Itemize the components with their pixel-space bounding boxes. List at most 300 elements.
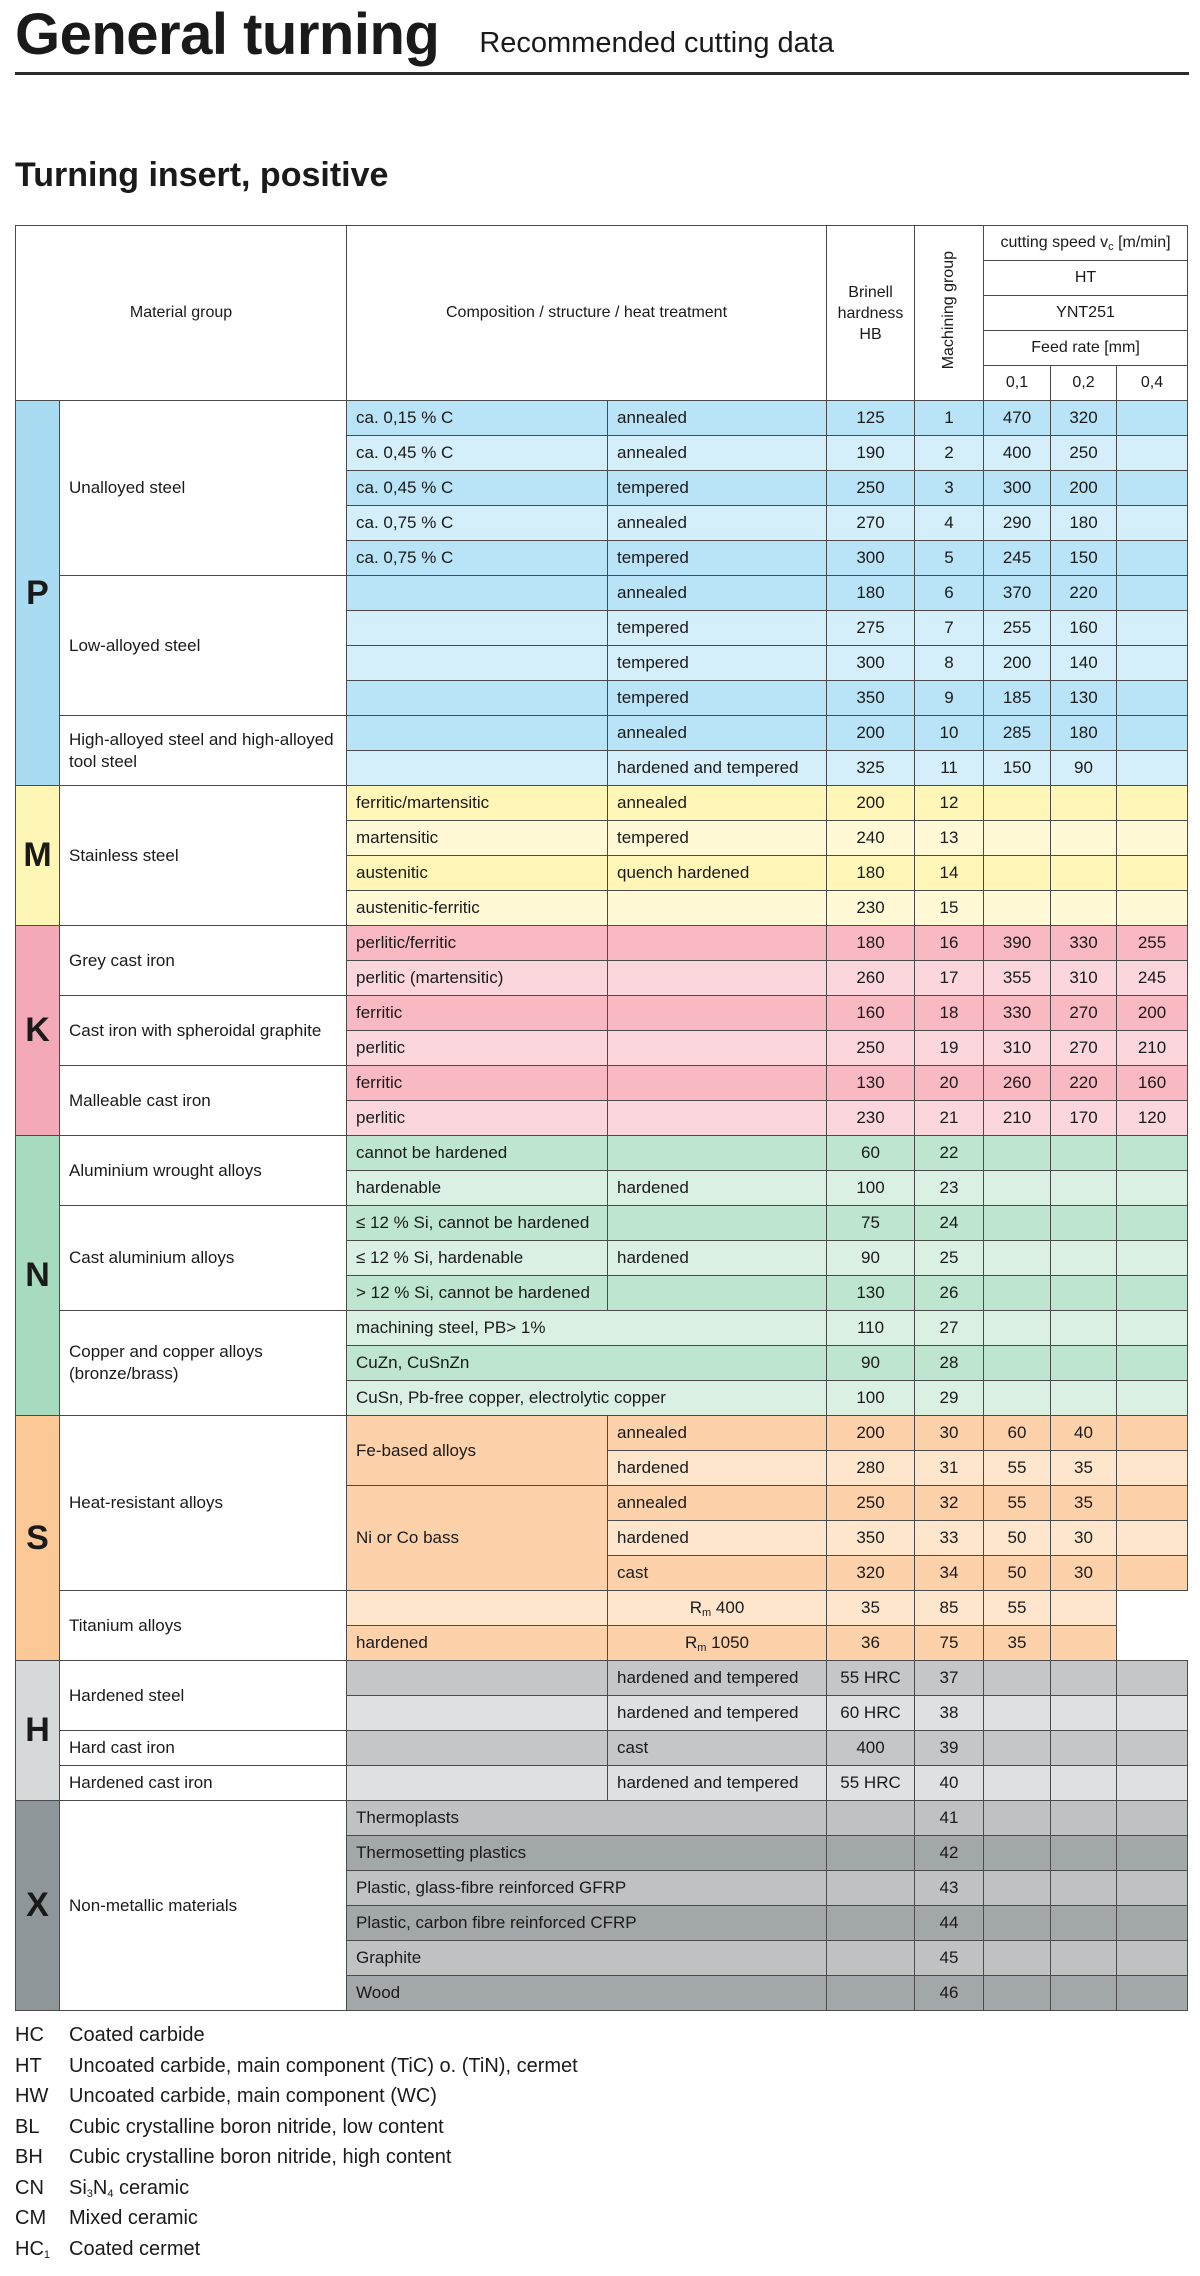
- cutting-speed-04-cell: [1117, 1171, 1188, 1206]
- brinell-hardness-cell: 250: [827, 471, 915, 506]
- machining-group-cell: 13: [915, 821, 984, 856]
- material-letter-m: M: [16, 786, 60, 926]
- composition-cell: [347, 716, 608, 751]
- brinell-hardness-cell: 260: [827, 961, 915, 996]
- brinell-hardness-cell: [827, 1906, 915, 1941]
- composition-cell: ≤ 12 % Si, cannot be hardened: [347, 1206, 608, 1241]
- treatment-cell: tempered: [608, 611, 827, 646]
- brinell-hardness-cell: 100: [827, 1171, 915, 1206]
- table-row: [16, 1066, 1188, 1101]
- material-group-name: Cast iron with spheroidal graphite: [60, 996, 347, 1066]
- brinell-hardness-cell: 60: [827, 1136, 915, 1171]
- cutting-speed-01-cell: 285: [984, 716, 1051, 751]
- table-row: [16, 1731, 1188, 1766]
- material-letter-x: X: [16, 1801, 60, 2011]
- cutting-speed-04-cell: 120: [1117, 1101, 1188, 1136]
- cutting-speed-02-cell: [1051, 1906, 1117, 1941]
- cutting-speed-01-cell: [984, 1381, 1051, 1416]
- cutting-speed-04-cell: [1117, 646, 1188, 681]
- machining-group-cell: 28: [915, 1346, 984, 1381]
- brinell-hardness-cell: 280: [827, 1451, 915, 1486]
- material-group-name: Unalloyed steel: [60, 401, 347, 576]
- material-group-name: Low-alloyed steel: [60, 576, 347, 716]
- machining-group-cell: 23: [915, 1171, 984, 1206]
- cutting-speed-01-cell: [984, 1976, 1051, 2011]
- cutting-speed-02-cell: [1051, 1766, 1117, 1801]
- header-cutting-speed-sub: c: [1108, 240, 1114, 253]
- composition-cell: Plastic, carbon fibre reinforced CFRP: [347, 1906, 827, 1941]
- header-grade: YNT251: [984, 296, 1188, 331]
- legend-desc-part: Si: [69, 2176, 87, 2199]
- cutting-speed-04-cell: [1117, 1206, 1188, 1241]
- brinell-hardness-cell: [827, 1941, 915, 1976]
- header-cutting-speed-suffix: [m/min]: [1113, 233, 1171, 251]
- cutting-speed-02-cell: 35: [1051, 1451, 1117, 1486]
- cutting-speed-01-cell: [984, 786, 1051, 821]
- cutting-speed-02-cell: [1051, 1311, 1117, 1346]
- cutting-speed-01-cell: [984, 1871, 1051, 1906]
- brinell-hardness-cell: 180: [827, 576, 915, 611]
- cutting-speed-02-cell: [1051, 1276, 1117, 1311]
- cutting-speed-04-cell: [1117, 1136, 1188, 1171]
- machining-group-cell: 8: [915, 646, 984, 681]
- legend-desc: Coated carbide: [69, 2024, 205, 2046]
- treatment-cell: tempered: [608, 646, 827, 681]
- brinell-hardness-cell: 230: [827, 1101, 915, 1136]
- brinell-hardness-cell: 300: [827, 646, 915, 681]
- brinell-hardness-cell: 350: [827, 1521, 915, 1556]
- material-letter-k: K: [16, 926, 60, 1136]
- table-row: [16, 1801, 1188, 1836]
- treatment-cell: cast: [608, 1556, 827, 1591]
- cutting-speed-04-cell: [1117, 1871, 1188, 1906]
- cutting-speed-02-cell: 30: [1051, 1521, 1117, 1556]
- cutting-speed-01-cell: 255: [984, 611, 1051, 646]
- treatment-cell: hardened and tempered: [608, 751, 827, 786]
- table-row: [16, 1311, 1188, 1346]
- treatment-cell: annealed: [608, 436, 827, 471]
- cutting-speed-02-cell: 55: [984, 1591, 1051, 1626]
- hardness-prefix: R: [685, 1632, 698, 1652]
- cutting-speed-01-cell: [984, 1136, 1051, 1171]
- cutting-speed-04-cell: [1117, 1346, 1188, 1381]
- header-brinell: [827, 226, 915, 401]
- machining-group-cell: 15: [915, 891, 984, 926]
- cutting-speed-02-cell: 170: [1051, 1101, 1117, 1136]
- legend-code-sub: 1: [43, 2248, 51, 2261]
- machining-group-cell: 4: [915, 506, 984, 541]
- cutting-speed-01-cell: 245: [984, 541, 1051, 576]
- legend-desc: Uncoated carbide, main component (WC): [69, 2085, 437, 2107]
- cutting-speed-02-cell: 130: [1051, 681, 1117, 716]
- cutting-speed-04-cell: [1051, 1591, 1117, 1626]
- machining-group-cell: 40: [915, 1766, 984, 1801]
- table-body: [16, 401, 1188, 2011]
- composition-cell: [347, 681, 608, 716]
- treatment-cell: quench hardened: [608, 856, 827, 891]
- cutting-speed-02-cell: [1051, 1381, 1117, 1416]
- composition-cell: Fe-based alloys: [347, 1416, 608, 1486]
- legend-desc: Cubic crystalline boron nitride, high content: [69, 2146, 452, 2168]
- machining-group-cell: 22: [915, 1136, 984, 1171]
- treatment-cell: [608, 996, 827, 1031]
- brinell-hardness-cell: 55 HRC: [827, 1766, 915, 1801]
- legend-item: [15, 2142, 1185, 2173]
- machining-group-cell: 46: [915, 1976, 984, 2011]
- table-row: [16, 401, 1188, 436]
- machining-group-cell: 14: [915, 856, 984, 891]
- machining-group-cell: 9: [915, 681, 984, 716]
- legend-desc-part: N: [92, 2176, 108, 2199]
- treatment-cell: hardened: [347, 1626, 608, 1661]
- brinell-hardness-cell: 240: [827, 821, 915, 856]
- treatment-cell: cast: [608, 1731, 827, 1766]
- legend-desc: [69, 2173, 1185, 2204]
- cutting-speed-04-cell: [1117, 1801, 1188, 1836]
- cutting-speed-01-cell: 50: [984, 1556, 1051, 1591]
- cutting-speed-02-cell: 40: [1051, 1416, 1117, 1451]
- cutting-speed-02-cell: [1051, 1206, 1117, 1241]
- cutting-speed-04-cell: [1117, 856, 1188, 891]
- composition-cell: ferritic: [347, 996, 608, 1031]
- cutting-speed-01-cell: [984, 1766, 1051, 1801]
- cutting-speed-04-cell: 245: [1117, 961, 1188, 996]
- brinell-hardness-cell: 400: [827, 1731, 915, 1766]
- cutting-speed-04-cell: [1117, 1661, 1188, 1696]
- composition-cell: perlitic (martensitic): [347, 961, 608, 996]
- cutting-speed-04-cell: [1117, 1906, 1188, 1941]
- treatment-cell: [608, 1206, 827, 1241]
- brinell-hardness-cell: 60 HRC: [827, 1696, 915, 1731]
- composition-cell: ferritic/martensitic: [347, 786, 608, 821]
- table-row: [16, 716, 1188, 751]
- material-group-name: Heat-resistant alloys: [60, 1416, 347, 1591]
- cutting-speed-01-cell: 200: [984, 646, 1051, 681]
- cutting-speed-01-cell: 390: [984, 926, 1051, 961]
- cutting-speed-01-cell: [984, 821, 1051, 856]
- brinell-hardness-cell: 90: [827, 1241, 915, 1276]
- composition-cell: Wood: [347, 1976, 827, 2011]
- brinell-hardness-cell: 300: [827, 541, 915, 576]
- cutting-speed-02-cell: 200: [1051, 471, 1117, 506]
- cutting-speed-01-cell: [984, 1206, 1051, 1241]
- cutting-speed-04-cell: 200: [1117, 996, 1188, 1031]
- machining-group-cell: 38: [915, 1696, 984, 1731]
- legend-item: [15, 2173, 1185, 2204]
- machining-group-cell: 19: [915, 1031, 984, 1066]
- composition-cell: [347, 646, 608, 681]
- cutting-speed-02-cell: 180: [1051, 716, 1117, 751]
- header-material-group: Material group: [16, 226, 347, 401]
- brinell-hardness-cell: [827, 1801, 915, 1836]
- legend-desc: Cubic crystalline boron nitride, low content: [69, 2115, 444, 2138]
- machining-group-cell: 29: [915, 1381, 984, 1416]
- cutting-speed-04-cell: [1117, 786, 1188, 821]
- brinell-hardness-cell: 200: [827, 716, 915, 751]
- table-row: [16, 926, 1188, 961]
- composition-cell: [347, 1661, 608, 1696]
- cutting-speed-04-cell: [1117, 1836, 1188, 1871]
- cutting-speed-04-cell: [1117, 541, 1188, 576]
- material-letter-h: H: [16, 1661, 60, 1801]
- treatment-cell: tempered: [608, 541, 827, 576]
- header-brinell-line3: HB: [859, 325, 882, 343]
- composition-cell: Thermosetting plastics: [347, 1836, 827, 1871]
- cutting-speed-02-cell: 270: [1051, 996, 1117, 1031]
- hardness-value: 1050: [706, 1632, 749, 1652]
- material-group-name: Grey cast iron: [60, 926, 347, 996]
- material-letter-s: S: [16, 1416, 60, 1661]
- hardness-sub: m: [697, 1641, 707, 1654]
- cutting-speed-04-cell: [1051, 1626, 1117, 1661]
- brinell-hardness-cell: 180: [827, 926, 915, 961]
- table-row: [16, 996, 1188, 1031]
- treatment-cell: annealed: [608, 786, 827, 821]
- brinell-hardness-cell: 100: [827, 1381, 915, 1416]
- cutting-speed-02-cell: [1051, 1801, 1117, 1836]
- cutting-speed-04-cell: [1117, 751, 1188, 786]
- treatment-cell: annealed: [608, 506, 827, 541]
- treatment-cell: hardened: [608, 1521, 827, 1556]
- cutting-speed-02-cell: 35: [1051, 1486, 1117, 1521]
- legend-desc: Mixed ceramic: [69, 2207, 198, 2229]
- treatment-cell: hardened and tempered: [608, 1766, 827, 1801]
- composition-cell: machining steel, PB> 1%: [347, 1311, 827, 1346]
- cutting-speed-01-cell: [984, 1941, 1051, 1976]
- cutting-speed-04-cell: [1117, 1941, 1188, 1976]
- composition-cell: ca. 0,75 % C: [347, 506, 608, 541]
- cutting-speed-02-cell: [1051, 1661, 1117, 1696]
- treatment-cell: annealed: [608, 1416, 827, 1451]
- material-letter-p: P: [16, 401, 60, 786]
- cutting-speed-02-cell: [1051, 856, 1117, 891]
- table-row: [16, 1591, 1188, 1626]
- cutting-speed-01-cell: 300: [984, 471, 1051, 506]
- header-grade-class: HT: [984, 261, 1188, 296]
- treatment-cell: annealed: [608, 576, 827, 611]
- material-group-name: Hardened steel: [60, 1661, 347, 1731]
- header-feed-04: 0,4: [1117, 366, 1188, 401]
- cutting-speed-02-cell: 90: [1051, 751, 1117, 786]
- cutting-speed-02-cell: 30: [1051, 1556, 1117, 1591]
- treatment-cell: [608, 961, 827, 996]
- legend-item: [15, 2020, 1185, 2051]
- legend-desc: Uncoated carbide, main component (TiC) o. (TiN), cermet: [69, 2054, 578, 2077]
- treatment-cell: [347, 1591, 608, 1626]
- brinell-hardness-cell: 250: [827, 1031, 915, 1066]
- cutting-speed-01-cell: [984, 1801, 1051, 1836]
- brinell-hardness-cell: 125: [827, 401, 915, 436]
- cutting-speed-02-cell: [1051, 821, 1117, 856]
- brinell-hardness-cell: 90: [827, 1346, 915, 1381]
- cutting-speed-04-cell: 255: [1117, 926, 1188, 961]
- header-feed-rate: Feed rate [mm]: [984, 331, 1188, 366]
- header-composition: Composition / structure / heat treatment: [347, 226, 827, 401]
- composition-cell: cannot be hardened: [347, 1136, 608, 1171]
- brinell-hardness-cell: 325: [827, 751, 915, 786]
- cutting-speed-01-cell: 400: [984, 436, 1051, 471]
- machining-group-cell: 5: [915, 541, 984, 576]
- machining-group-cell: 45: [915, 1941, 984, 1976]
- cutting-speed-04-cell: [1117, 401, 1188, 436]
- cutting-speed-01-cell: [984, 1836, 1051, 1871]
- legend-item: [15, 2081, 1185, 2112]
- treatment-cell: tempered: [608, 471, 827, 506]
- legend-code: CM: [15, 2207, 47, 2229]
- cutting-speed-01-cell: 260: [984, 1066, 1051, 1101]
- material-group-name: High-alloyed steel and high-alloyed tool steel: [60, 716, 347, 786]
- legend-desc-sub: 4: [107, 2187, 114, 2200]
- brinell-hardness-cell: 200: [827, 786, 915, 821]
- cutting-speed-02-cell: 220: [1051, 576, 1117, 611]
- machining-group-cell: 11: [915, 751, 984, 786]
- composition-cell: ca. 0,45 % C: [347, 436, 608, 471]
- brinell-hardness-cell: 130: [827, 1066, 915, 1101]
- composition-cell: martensitic: [347, 821, 608, 856]
- treatment-cell: tempered: [608, 681, 827, 716]
- machining-group-cell: 1: [915, 401, 984, 436]
- cutting-speed-02-cell: 310: [1051, 961, 1117, 996]
- page-title: General turning: [15, 2, 440, 67]
- header-feed-01: 0,1: [984, 366, 1051, 401]
- cutting-speed-02-cell: [1051, 1731, 1117, 1766]
- machining-group-cell: 20: [915, 1066, 984, 1101]
- legend-item: [15, 2203, 1185, 2234]
- composition-cell: [347, 1731, 608, 1766]
- header-feed-02: 0,2: [1051, 366, 1117, 401]
- cutting-speed-02-cell: 320: [1051, 401, 1117, 436]
- cutting-speed-01-cell: 355: [984, 961, 1051, 996]
- composition-cell: Thermoplasts: [347, 1801, 827, 1836]
- treatment-cell: hardened and tempered: [608, 1696, 827, 1731]
- machining-group-cell: 37: [915, 1661, 984, 1696]
- cutting-speed-04-cell: [1117, 891, 1188, 926]
- cutting-speed-04-cell: 210: [1117, 1031, 1188, 1066]
- cutting-speed-01-cell: 150: [984, 751, 1051, 786]
- composition-cell: ferritic: [347, 1066, 608, 1101]
- cutting-speed-04-cell: [1117, 436, 1188, 471]
- cutting-speed-04-cell: [1117, 1241, 1188, 1276]
- machining-group-cell: 44: [915, 1906, 984, 1941]
- treatment-cell: hardened: [608, 1451, 827, 1486]
- composition-cell: perlitic/ferritic: [347, 926, 608, 961]
- cutting-speed-01-cell: [984, 1241, 1051, 1276]
- cutting-speed-01-cell: [984, 856, 1051, 891]
- material-letter-n: N: [16, 1136, 60, 1416]
- cutting-speed-04-cell: 160: [1117, 1066, 1188, 1101]
- brinell-hardness-cell: 270: [827, 506, 915, 541]
- brinell-hardness-cell: 75: [827, 1206, 915, 1241]
- material-group-name: Hard cast iron: [60, 1731, 347, 1766]
- table-row: [16, 1766, 1188, 1801]
- machining-group-cell: 27: [915, 1311, 984, 1346]
- treatment-cell: hardened: [608, 1241, 827, 1276]
- composition-cell: CuSn, Pb-free copper, electrolytic copper: [347, 1381, 827, 1416]
- treatment-cell: [608, 1276, 827, 1311]
- composition-cell: ca. 0,15 % C: [347, 401, 608, 436]
- machining-group-cell: 32: [915, 1486, 984, 1521]
- treatment-cell: tempered: [608, 821, 827, 856]
- cutting-speed-01-cell: [984, 891, 1051, 926]
- table-row: [16, 576, 1188, 611]
- composition-cell: austenitic-ferritic: [347, 891, 608, 926]
- table-row: [16, 1206, 1188, 1241]
- section-title: Turning insert, positive: [15, 156, 389, 194]
- cutting-speed-01-cell: [984, 1696, 1051, 1731]
- legend-code: BL: [15, 2115, 40, 2138]
- cutting-speed-04-cell: [1117, 1521, 1188, 1556]
- table-row: [16, 786, 1188, 821]
- machining-group-cell: 30: [915, 1416, 984, 1451]
- cutting-speed-04-cell: [1117, 1696, 1188, 1731]
- header-cutting-speed-prefix: cutting speed v: [1000, 233, 1109, 251]
- cutting-speed-04-cell: [1117, 1381, 1188, 1416]
- cutting-speed-02-cell: [1051, 1871, 1117, 1906]
- machining-group-cell: 18: [915, 996, 984, 1031]
- cutting-speed-02-cell: 250: [1051, 436, 1117, 471]
- cutting-speed-02-cell: 140: [1051, 646, 1117, 681]
- legend-item: [15, 2112, 1185, 2143]
- cutting-speed-01-cell: [984, 1276, 1051, 1311]
- composition-cell: hardenable: [347, 1171, 608, 1206]
- composition-cell: [347, 576, 608, 611]
- cutting-speed-04-cell: [1117, 611, 1188, 646]
- legend-desc-part: ceramic: [113, 2176, 190, 2199]
- treatment-cell: annealed: [608, 716, 827, 751]
- brinell-hardness-cell: 130: [827, 1276, 915, 1311]
- cutting-speed-01-cell: [984, 1346, 1051, 1381]
- treatment-cell: [608, 926, 827, 961]
- brinell-hardness-cell: 180: [827, 856, 915, 891]
- material-group-name: Hardened cast iron: [60, 1766, 347, 1801]
- cutting-speed-01-cell: 55: [984, 1486, 1051, 1521]
- machining-group-cell: 33: [915, 1521, 984, 1556]
- brinell-hardness-cell: 350: [827, 681, 915, 716]
- legend-code: HC: [15, 2024, 44, 2046]
- brinell-hardness-cell: [608, 1626, 827, 1661]
- brinell-hardness-cell: 160: [827, 996, 915, 1031]
- hardness-value: 400: [711, 1597, 745, 1617]
- legend-code-part: HC: [15, 2237, 44, 2260]
- header-brinell-line1: Brinell: [848, 283, 893, 301]
- cutting-speed-02-cell: [1051, 891, 1117, 926]
- cutting-speed-01-cell: [984, 1906, 1051, 1941]
- cutting-speed-04-cell: [1117, 576, 1188, 611]
- composition-cell: perlitic: [347, 1101, 608, 1136]
- cutting-speed-02-cell: [1051, 1941, 1117, 1976]
- machining-group-cell: 31: [915, 1451, 984, 1486]
- machining-group-cell: 10: [915, 716, 984, 751]
- cutting-speed-02-cell: [1051, 1136, 1117, 1171]
- composition-cell: perlitic: [347, 1031, 608, 1066]
- machining-group-cell: 17: [915, 961, 984, 996]
- treatment-cell: annealed: [608, 1486, 827, 1521]
- cutting-speed-01-cell: 330: [984, 996, 1051, 1031]
- machining-group-cell: 41: [915, 1801, 984, 1836]
- brinell-hardness-cell: 110: [827, 1311, 915, 1346]
- header-machining-group-label: Machining group: [940, 251, 958, 370]
- cutting-speed-01-cell: [984, 1661, 1051, 1696]
- cutting-speed-01-cell: [984, 1171, 1051, 1206]
- machining-group-cell: 36: [827, 1626, 915, 1661]
- machining-group-cell: 34: [915, 1556, 984, 1591]
- table-row: [16, 1661, 1188, 1696]
- cutting-speed-04-cell: [1117, 1556, 1188, 1591]
- cutting-speed-01-cell: 55: [984, 1451, 1051, 1486]
- treatment-cell: [608, 1101, 827, 1136]
- composition-cell: [347, 611, 608, 646]
- material-group-name: Aluminium wrought alloys: [60, 1136, 347, 1206]
